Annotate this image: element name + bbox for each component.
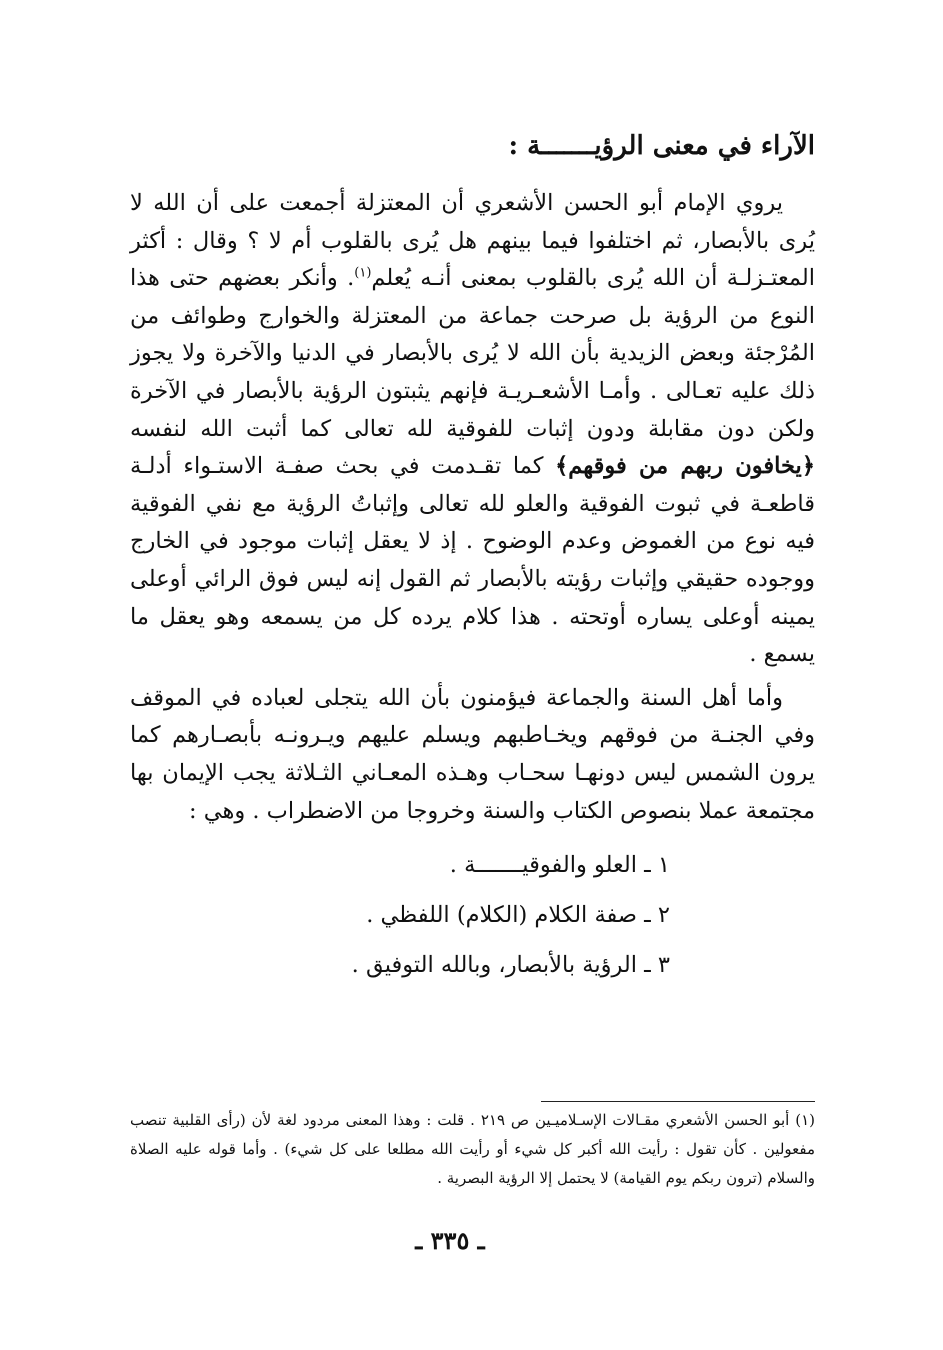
main-text — [130, 185, 815, 990]
list-item: ٣ ـ الرؤية بالأبصار، وبالله التوفيق . — [351, 952, 670, 979]
meanings-list — [130, 840, 815, 990]
paragraph-ashari-views — [130, 185, 815, 674]
list-item: ١ ـ العلو والفوقيـــــــة . — [449, 852, 670, 879]
paragraph-1-text-c: كما تقـدمت في بحث صفـة الاستـواء أدلـة قاطعـة في ثبوت الفوقية والعلو لله تعالى وإثباتُ الرؤية مع نفي الفوقية فيه نوع من الغموض وعدم الوضوح . إذ لا يعقل إثبات موجود في الخارج ووجوده حقيقي وإثبات رؤيته بالأبصار ثم القول إنه ليس فوق الرائي أوعلى يمينه أوعلى يساره أوتحته . هذا كلام يرده كل من يسمعه وهو يعقل ما يسمع . — [130, 453, 815, 668]
footnote-divider — [541, 1101, 815, 1102]
section-heading: الآراء في معنى الرؤيـــــــة : — [508, 131, 815, 161]
list-item: ٢ ـ صفة الكلام (الكلام) اللفظي . — [366, 902, 670, 929]
paragraph-1-text-b: . وأنكر بعضهم حتى هذا النوع من الرؤية بل صرحت جماعة من المعتزلة والخوارج وطوائف من المُرْجئة وبعض الزيدية بأن الله لا يُرى بالأبصار في الدنيا والآخرة ولا يجوز ذلك عليه تعـالى . وأمـا الأشعـريـة فإنهم يثبتون الرؤية بالأبصار في الآخرة ولكن دون مقابلة ودون إثبات للفوقية لله تعالى كما أثبت الله لنفسه — [130, 265, 815, 442]
quran-verse: ﴿يخافون ربهم من فوقهم﴾ — [555, 453, 815, 480]
footnote-marker: (١) — [354, 265, 372, 281]
footnote: (١) أبو الحسن الأشعري مقـالات الإسـلاميـين ص ٢١٩ . قلت : وهذا المعنى مردود لغة لأن (رأى القلبية تنصب مفعولين . كأن تقول : رأيت الله أكبر كل شيء أو رأيت الله مطلعا على كل شيء) . وأما قوله عليه الصلاة والسلام (ترون ربكم يوم القيامة) لا يحتمل إلا الرؤية البصرية . — [130, 1111, 815, 1187]
paragraph-1-text-a: يروي الإمام أبو الحسن الأشعري أن المعتزلة أجمعت على أن الله لا يُرى بالأبصار، ثم اختلفوا فيما بينهم هل يُرى بالقلوب أم لا ؟ وقال : أكثر المعتـزلـة أن الله يُرى بالقلوب بمعنى أنـه يُعلم — [130, 190, 815, 292]
paragraph-ahl-sunnah: وأما أهل السنة والجماعة فيؤمنون بأن الله يتجلى لعباده في الموقف وفي الجنـة من فوقهم ويخـاطبهم ويسلم عليهم ويـرونـه بأبصـارهم كما يرون الشمس ليس دونهـا سحـاب وهـذه المعـاني الثـلاثة يجب الإيمان بها مجتمعة عملا بنصوص الكتاب والسنة وخروجا من الاضطراب . وهي : — [130, 684, 815, 824]
page-number: ـ ٣٣٥ ـ — [415, 1226, 485, 1255]
